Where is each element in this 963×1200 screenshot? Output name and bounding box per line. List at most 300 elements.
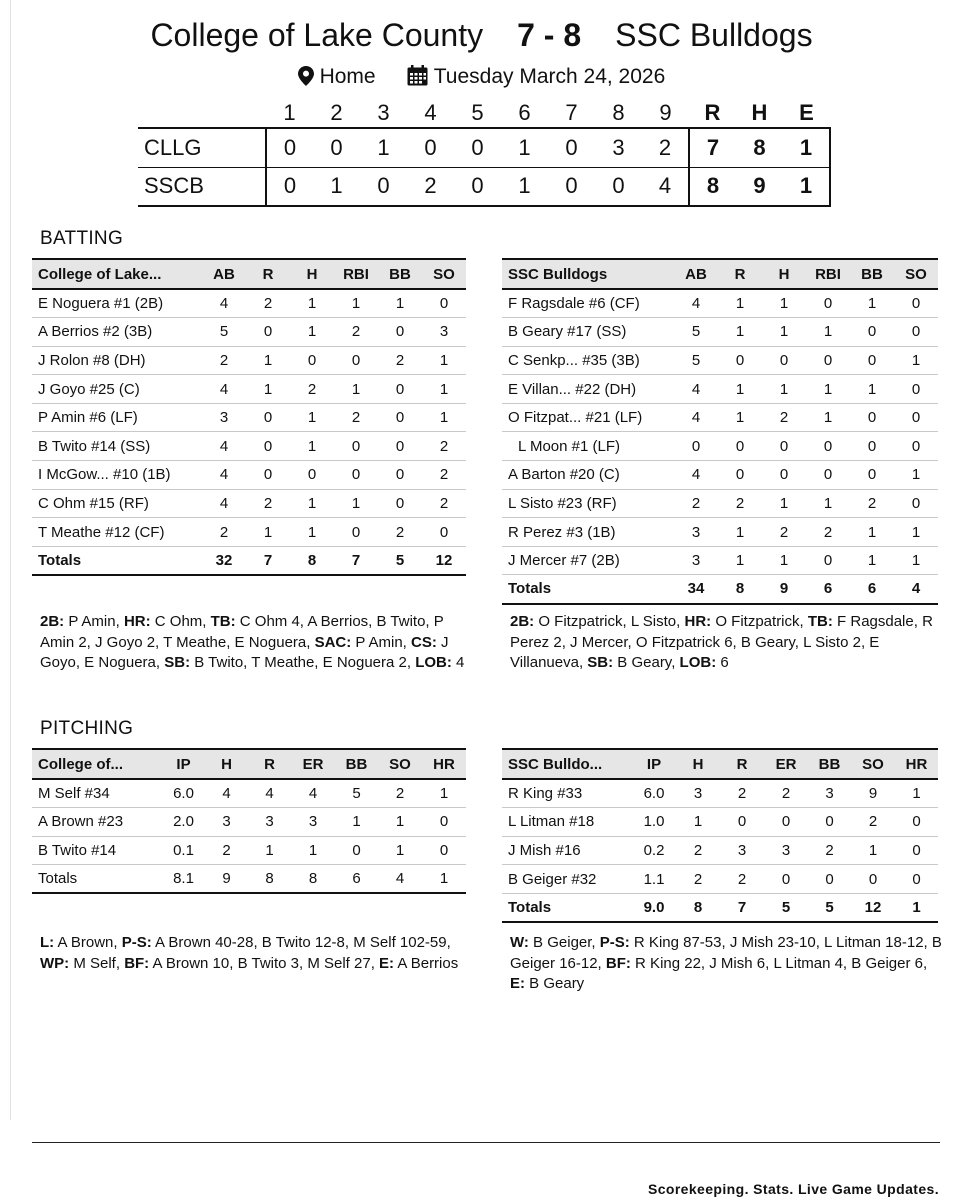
stat-value: 2 — [720, 779, 764, 808]
stat-value: 0 — [674, 432, 718, 461]
stat-value: 0 — [246, 318, 290, 347]
stat-value: 0 — [378, 375, 422, 404]
inning-score: 0 — [595, 167, 642, 206]
player-row — [502, 375, 938, 404]
stat-value: 0 — [422, 289, 466, 318]
errors-header: E — [799, 99, 814, 125]
stat-value: 4 — [202, 489, 246, 518]
runs-total: 7 — [689, 128, 736, 167]
inning-header: 3 — [377, 99, 390, 125]
player-name: J Mish #16 — [502, 836, 632, 865]
totals-label: Totals — [502, 893, 632, 922]
inning-score: 2 — [642, 128, 689, 167]
line-score-header — [138, 98, 830, 128]
stat-column-header: IP — [632, 749, 676, 779]
stat-value: 2 — [851, 808, 895, 837]
stat-value: 2 — [246, 489, 290, 518]
note-label: E: — [379, 954, 395, 972]
batting-notes-home — [510, 612, 942, 674]
stat-value: 0 — [246, 432, 290, 461]
stat-value: 4 — [202, 461, 246, 490]
total-value: 5 — [808, 893, 851, 922]
player-name: L Moon #1 (LF) — [502, 432, 674, 461]
note-text: C Ohm, — [150, 613, 211, 630]
player-name: B Twito #14 (SS) — [32, 432, 202, 461]
stat-value: 1 — [894, 518, 938, 547]
note-text: 4 — [451, 654, 465, 671]
stat-column-header: HR — [422, 749, 466, 779]
player-row — [502, 546, 938, 575]
totals-label: Totals — [502, 575, 674, 604]
player-row — [32, 518, 466, 547]
stat-value: 3 — [674, 546, 718, 575]
inning-score: 3 — [595, 128, 642, 167]
stat-column-header: ER — [764, 749, 808, 779]
total-value: 9 — [762, 575, 806, 604]
stat-value: 1 — [422, 779, 466, 808]
stat-value: 0 — [378, 489, 422, 518]
errors-total: 1 — [783, 128, 830, 167]
stat-value: 0 — [764, 808, 808, 837]
total-value: 9.0 — [632, 893, 676, 922]
player-row — [502, 461, 938, 490]
player-name: R King #33 — [502, 779, 632, 808]
stat-value: 0 — [850, 461, 894, 490]
stat-value: 1 — [291, 836, 335, 865]
stat-value: 1 — [248, 836, 291, 865]
stat-value: 1 — [850, 546, 894, 575]
stat-value: 0 — [850, 432, 894, 461]
player-row — [502, 489, 938, 518]
note-text: R King 22, J Mish 6, L Litman 4, B Geiger 6, — [630, 954, 928, 972]
player-name: L Litman #18 — [502, 808, 632, 837]
stat-value: 0 — [851, 865, 895, 894]
player-name: J Goyo #25 (C) — [32, 375, 202, 404]
stat-value: 0 — [718, 432, 762, 461]
note-label: HR: — [123, 613, 151, 630]
stat-column-header: R — [246, 259, 290, 289]
total-value: 4 — [378, 865, 422, 894]
stat-value: 4 — [674, 403, 718, 432]
matchup-line — [0, 14, 963, 56]
stat-value: 4 — [205, 779, 248, 808]
note-label: 2B: — [40, 613, 65, 630]
stat-value: 0 — [894, 432, 938, 461]
stat-value: 0 — [806, 432, 850, 461]
note-label: TB: — [807, 613, 833, 630]
map-pin-icon — [298, 65, 314, 88]
stat-value: 0 — [850, 346, 894, 375]
stat-column-header: BB — [808, 749, 851, 779]
player-row — [502, 432, 938, 461]
stat-value: 1 — [762, 289, 806, 318]
stat-value: 0 — [720, 808, 764, 837]
player-row — [32, 318, 466, 347]
stat-column-header: H — [205, 749, 248, 779]
final-score: 7 - 8 — [517, 17, 582, 53]
stat-value: 2 — [718, 489, 762, 518]
inning-score: 0 — [454, 128, 501, 167]
stat-value: 1 — [290, 432, 334, 461]
player-name: I McGow... #10 (1B) — [32, 461, 202, 490]
pitching-notes-away — [40, 933, 460, 974]
total-value: 6 — [850, 575, 894, 604]
player-row — [32, 779, 466, 808]
note-label: SAC: — [314, 633, 352, 651]
stat-column-header: R — [248, 749, 291, 779]
player-name: J Mercer #7 (2B) — [502, 546, 674, 575]
stat-value: 0 — [246, 461, 290, 490]
note-label: L: — [40, 934, 55, 951]
stat-value: 2 — [720, 865, 764, 894]
inning-header: 2 — [330, 99, 343, 125]
note-label: SB: — [164, 654, 191, 671]
totals-row — [32, 546, 466, 575]
stat-value: 4 — [291, 779, 335, 808]
note-label: BF: — [124, 954, 150, 972]
stat-value: 1.0 — [632, 808, 676, 837]
stat-value: 1 — [806, 318, 850, 347]
stat-value: 0 — [850, 403, 894, 432]
player-name: P Amin #6 (LF) — [32, 403, 202, 432]
stat-value: 2 — [762, 518, 806, 547]
stat-value: 0.1 — [162, 836, 205, 865]
stat-value: 6.0 — [162, 779, 205, 808]
stat-value: 2 — [378, 518, 422, 547]
stat-value: 1 — [290, 403, 334, 432]
total-value: 7 — [246, 546, 290, 575]
team-abbrev: SSCB — [138, 167, 266, 206]
totals-label: Totals — [32, 865, 162, 894]
game-header — [0, 14, 963, 90]
stat-value: 0 — [850, 318, 894, 347]
inning-header: 4 — [424, 99, 437, 125]
stat-value: 0 — [334, 518, 378, 547]
player-name: A Brown #23 — [32, 808, 162, 837]
player-name: A Berrios #2 (3B) — [32, 318, 202, 347]
stat-value: 0 — [894, 403, 938, 432]
team-column-header: SSC Bulldogs — [502, 259, 674, 289]
stat-value: 1 — [334, 289, 378, 318]
stat-value: 0 — [808, 865, 851, 894]
player-name: T Meathe #12 (CF) — [32, 518, 202, 547]
player-name: B Geary #17 (SS) — [502, 318, 674, 347]
stat-value: 3 — [674, 518, 718, 547]
stat-value: 1 — [850, 518, 894, 547]
note-text: J Goyo, E Noguera, — [40, 633, 449, 671]
inning-score: 1 — [501, 167, 548, 206]
stat-value: 1 — [378, 808, 422, 837]
player-name: F Ragsdale #6 (CF) — [502, 289, 674, 318]
stat-column-header: H — [290, 259, 334, 289]
stat-value: 2 — [764, 779, 808, 808]
stat-value: 2 — [676, 836, 720, 865]
note-text: A Brown 10, B Twito 3, M Self 27, — [149, 954, 380, 972]
player-row — [502, 865, 938, 894]
stat-value: 5 — [674, 318, 718, 347]
inning-score: 0 — [407, 128, 454, 167]
stat-value: 1 — [894, 346, 938, 375]
stat-value: 1 — [718, 403, 762, 432]
player-row — [32, 836, 466, 865]
stat-value: 0 — [806, 289, 850, 318]
player-name: B Geiger #32 — [502, 865, 632, 894]
total-value: 34 — [674, 575, 718, 604]
inning-score: 1 — [501, 128, 548, 167]
batting-table-home — [502, 258, 938, 605]
stat-value: 1 — [762, 375, 806, 404]
stat-value: 0 — [378, 318, 422, 347]
total-value: 1 — [895, 893, 938, 922]
stats-header-row — [32, 749, 466, 779]
stat-value: 0 — [290, 461, 334, 490]
stat-value: 0 — [895, 808, 938, 837]
stat-value: 2 — [202, 346, 246, 375]
player-row — [32, 489, 466, 518]
stat-value: 1 — [676, 808, 720, 837]
stat-column-header: AB — [202, 259, 246, 289]
note-label: 2B: — [510, 613, 535, 630]
stat-value: 1 — [894, 461, 938, 490]
stat-value: 2 — [808, 836, 851, 865]
totals-label: Totals — [32, 546, 202, 575]
stat-value: 0 — [894, 489, 938, 518]
stat-value: 0 — [762, 346, 806, 375]
stat-value: 0.2 — [632, 836, 676, 865]
note-label: BF: — [605, 954, 631, 972]
stat-value: 1 — [290, 489, 334, 518]
stat-value: 2 — [334, 403, 378, 432]
stat-value: 4 — [674, 375, 718, 404]
stat-value: 2 — [202, 518, 246, 547]
note-text: A Berrios — [394, 954, 459, 972]
note-text: 6 — [716, 654, 729, 671]
stat-value: 4 — [248, 779, 291, 808]
totals-row — [32, 865, 466, 894]
stat-value: 0 — [334, 461, 378, 490]
total-value: 7 — [334, 546, 378, 575]
line-score-table — [138, 98, 831, 207]
inning-score: 0 — [266, 167, 313, 206]
player-row — [502, 518, 938, 547]
player-row — [32, 808, 466, 837]
stat-value: 1 — [718, 546, 762, 575]
stat-value: 1 — [334, 489, 378, 518]
note-text: R King 87-53, J Mish 23-10, L Litman 18-12, B Geiger 16-12, — [510, 934, 942, 972]
total-value: 5 — [764, 893, 808, 922]
stat-value: 0 — [762, 461, 806, 490]
stat-value: 1 — [851, 836, 895, 865]
stat-value: 3 — [808, 779, 851, 808]
stat-column-header: SO — [378, 749, 422, 779]
stat-value: 2 — [676, 865, 720, 894]
note-text: O Fitzpatrick, — [711, 613, 808, 630]
stat-value: 2 — [205, 836, 248, 865]
stat-column-header: ER — [291, 749, 335, 779]
stats-header-row — [32, 259, 466, 289]
game-meta — [0, 64, 963, 90]
stat-value: 1 — [422, 346, 466, 375]
stat-value: 4 — [202, 375, 246, 404]
stat-value: 2 — [290, 375, 334, 404]
stat-value: 2 — [674, 489, 718, 518]
stat-value: 4 — [674, 461, 718, 490]
inning-header: 8 — [612, 99, 625, 125]
note-text: M Self, — [69, 954, 125, 972]
left-divider — [10, 0, 11, 1120]
stat-value: 3 — [248, 808, 291, 837]
stat-column-header: SO — [422, 259, 466, 289]
pitching-notes-home — [510, 933, 942, 995]
bottom-divider — [32, 1142, 940, 1143]
pitching-section-title: PITCHING — [40, 718, 134, 739]
team-abbrev: CLLG — [138, 128, 266, 167]
player-row — [32, 289, 466, 318]
stat-value: 0 — [806, 461, 850, 490]
stat-value: 1 — [762, 546, 806, 575]
inning-header: 6 — [518, 99, 531, 125]
player-name: E Noguera #1 (2B) — [32, 289, 202, 318]
stat-value: 3 — [291, 808, 335, 837]
stat-value: 5 — [202, 318, 246, 347]
note-label: LOB: — [679, 654, 717, 671]
stat-value: 1 — [718, 289, 762, 318]
inning-score: 2 — [407, 167, 454, 206]
stat-value: 5 — [674, 346, 718, 375]
player-name: C Ohm #15 (RF) — [32, 489, 202, 518]
total-value: 7 — [720, 893, 764, 922]
inning-score: 0 — [266, 128, 313, 167]
note-text: P Amin, — [64, 613, 124, 630]
stat-value: 3 — [764, 836, 808, 865]
stat-value: 3 — [676, 779, 720, 808]
stat-value: 1 — [290, 318, 334, 347]
player-row — [32, 375, 466, 404]
player-row — [32, 461, 466, 490]
note-label: HR: — [684, 613, 712, 630]
stat-column-header: H — [762, 259, 806, 289]
team-column-header: College of Lake... — [32, 259, 202, 289]
player-row — [502, 808, 938, 837]
stat-value: 0 — [894, 289, 938, 318]
player-row — [32, 432, 466, 461]
location-label: Home — [319, 65, 376, 88]
batting-notes-away — [40, 612, 472, 674]
stat-value: 1 — [850, 375, 894, 404]
stat-value: 3 — [202, 403, 246, 432]
note-text: C Ohm 4, A Berrios, B Twito, P Amin 2, J Goyo 2, T Meathe, E Noguera, — [40, 613, 444, 651]
stat-value: 1 — [246, 346, 290, 375]
player-row — [502, 403, 938, 432]
batting-table-away — [32, 258, 466, 576]
stat-value: 2 — [422, 432, 466, 461]
stat-value: 1 — [422, 375, 466, 404]
home-team-name: SSC Bulldogs — [615, 17, 813, 53]
stat-value: 0 — [422, 518, 466, 547]
stat-value: 1 — [894, 546, 938, 575]
footer-tagline: Scorekeeping. Stats. Live Game Updates. — [647, 1181, 939, 1197]
stat-column-header: AB — [674, 259, 718, 289]
stat-value: 1 — [290, 518, 334, 547]
stat-value: 1 — [806, 403, 850, 432]
stat-value: 4 — [202, 432, 246, 461]
stat-value: 1 — [246, 375, 290, 404]
stat-value: 0 — [246, 403, 290, 432]
stat-column-header: BB — [335, 749, 378, 779]
total-value: 12 — [851, 893, 895, 922]
note-text: B Twito, T Meathe, E Noguera 2, — [190, 654, 416, 671]
total-value: 8.1 — [162, 865, 205, 894]
stat-value: 2 — [378, 779, 422, 808]
stat-value: 2 — [422, 461, 466, 490]
stat-value: 1 — [378, 836, 422, 865]
stat-value: 0 — [378, 461, 422, 490]
stat-value: 6.0 — [632, 779, 676, 808]
stat-value: 0 — [806, 546, 850, 575]
total-value: 9 — [205, 865, 248, 894]
stat-value: 0 — [334, 432, 378, 461]
stat-value: 1 — [335, 808, 378, 837]
hits-header: H — [751, 99, 768, 125]
player-row — [502, 836, 938, 865]
runs-header: R — [704, 99, 721, 125]
stat-value: 0 — [762, 432, 806, 461]
stat-column-header: SO — [894, 259, 938, 289]
inning-score: 1 — [360, 128, 407, 167]
stat-value: 0 — [422, 808, 466, 837]
inning-score: 1 — [313, 167, 360, 206]
total-value: 8 — [291, 865, 335, 894]
totals-row — [502, 575, 938, 604]
total-value: 6 — [335, 865, 378, 894]
total-value: 4 — [894, 575, 938, 604]
errors-total: 1 — [783, 167, 830, 206]
stat-value: 4 — [674, 289, 718, 318]
stat-column-header: IP — [162, 749, 205, 779]
team-column-header: College of... — [32, 749, 162, 779]
note-label: E: — [510, 975, 525, 992]
stat-value: 0 — [806, 346, 850, 375]
inning-header: 9 — [659, 99, 672, 125]
stat-value: 1 — [246, 518, 290, 547]
total-value: 12 — [422, 546, 466, 575]
stat-value: 2 — [762, 403, 806, 432]
line-score-row-away — [138, 128, 830, 167]
stat-column-header: BB — [378, 259, 422, 289]
player-name: C Senkp... #35 (3B) — [502, 346, 674, 375]
line-score-row-home — [138, 167, 830, 206]
stat-value: 0 — [718, 346, 762, 375]
stat-value: 1.1 — [632, 865, 676, 894]
stat-column-header: RBI — [334, 259, 378, 289]
stat-value: 0 — [764, 865, 808, 894]
inning-score: 0 — [548, 128, 595, 167]
stat-column-header: H — [676, 749, 720, 779]
runs-total: 8 — [689, 167, 736, 206]
stat-value: 0 — [894, 375, 938, 404]
stat-column-header: R — [720, 749, 764, 779]
game-date: Tuesday March 24, 2026 — [433, 65, 666, 88]
player-name: J Rolon #8 (DH) — [32, 346, 202, 375]
note-label: CS: — [411, 633, 437, 651]
inning-score: 0 — [360, 167, 407, 206]
total-value: 8 — [676, 893, 720, 922]
player-name: A Barton #20 (C) — [502, 461, 674, 490]
player-row — [502, 289, 938, 318]
stat-value: 2.0 — [162, 808, 205, 837]
batting-section-title: BATTING — [40, 228, 124, 249]
stat-value: 1 — [762, 318, 806, 347]
